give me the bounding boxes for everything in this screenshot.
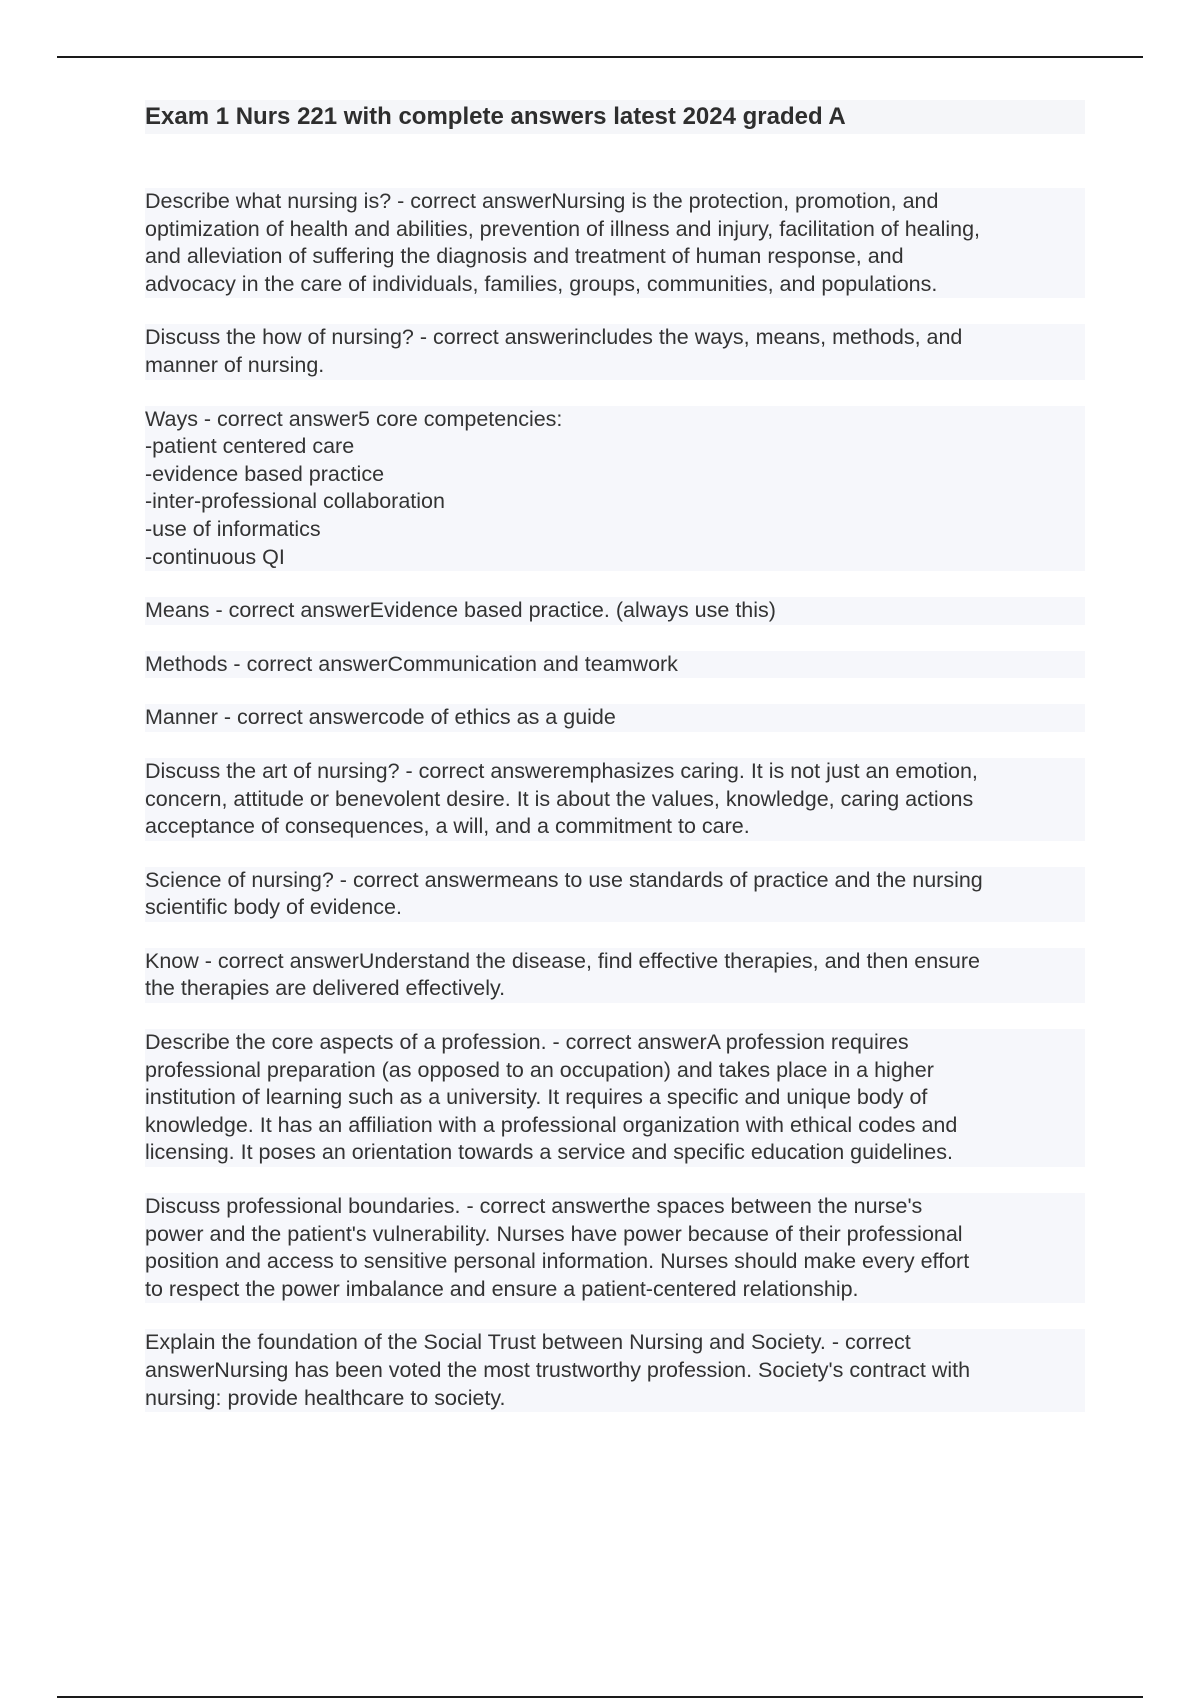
text-line: professional preparation (as opposed to an occupation) and takes place in a higher xyxy=(145,1057,934,1082)
text-line: Methods - correct answerCommunication and teamwork xyxy=(145,651,678,676)
text-line: position and access to sensitive personal information. Nurses should make every effort xyxy=(145,1249,970,1274)
qa-entry xyxy=(145,948,1085,1003)
qa-entry xyxy=(145,704,1085,732)
text-line: -continuous QI xyxy=(145,544,285,569)
text-line: concern, attitude or benevolent desire. It is about the values, knowledge, caring actions xyxy=(145,786,974,811)
text-line: institution of learning such as a university. It requires a specific and unique body of xyxy=(145,1085,928,1110)
document-title: Exam 1 Nurs 221 with complete answers latest 2024 graded A xyxy=(145,100,1085,134)
text-line: nursing: provide healthcare to society. xyxy=(145,1385,506,1410)
qa-entry xyxy=(145,867,1085,922)
text-line: advocacy in the care of individuals, families, groups, communities, and populations. xyxy=(145,271,938,296)
text-line: to respect the power imbalance and ensure a patient-centered relationship. xyxy=(145,1276,859,1301)
text-line: power and the patient's vulnerability. Nurses have power because of their professional xyxy=(145,1221,963,1246)
text-line: Explain the foundation of the Social Trust between Nursing and Society. - correct xyxy=(145,1330,911,1355)
text-line: Know - correct answerUnderstand the disease, find effective therapies, and then ensure xyxy=(145,948,981,973)
qa-entry xyxy=(145,324,1085,379)
text-line: answerNursing has been voted the most trustworthy profession. Society's contract with xyxy=(145,1358,971,1382)
qa-entry xyxy=(145,1329,1085,1412)
text-line: Means - correct answerEvidence based practice. (always use this) xyxy=(145,598,776,623)
qa-entry xyxy=(145,758,1085,841)
text-line: Manner - correct answercode of ethics as a guide xyxy=(145,705,616,730)
text-line: Discuss the art of nursing? - correct answeremphasizes caring. It is not just an emotion, xyxy=(145,758,978,783)
bottom-rule xyxy=(57,1696,1143,1698)
text-line: scientific body of evidence. xyxy=(145,895,402,920)
text-line: Discuss the how of nursing? - correct answerincludes the ways, means, methods, and xyxy=(145,325,963,350)
text-line: acceptance of consequences, a will, and a commitment to care. xyxy=(145,814,750,839)
qa-entry xyxy=(145,1029,1085,1167)
qa-entry xyxy=(145,651,1085,679)
text-line: manner of nursing. xyxy=(145,352,325,377)
text-line: the therapies are delivered effectively. xyxy=(145,976,506,1001)
text-line: optimization of health and abilities, prevention of illness and injury, facilitation of healing, xyxy=(145,216,981,241)
qa-entry xyxy=(145,597,1085,625)
text-line: Science of nursing? - correct answermeans to use standards of practice and the nursing xyxy=(145,867,983,892)
text-line: knowledge. It has an affiliation with a professional organization with ethical codes and xyxy=(145,1112,958,1137)
top-rule xyxy=(57,56,1143,58)
qa-entry xyxy=(145,406,1085,572)
text-line: -use of informatics xyxy=(145,516,321,541)
text-line: -patient centered care xyxy=(145,434,355,459)
text-line: -evidence based practice xyxy=(145,461,385,486)
text-line: Discuss professional boundaries. - correct answerthe spaces between the nurse's xyxy=(145,1194,923,1219)
text-line: and alleviation of suffering the diagnosis and treatment of human response, and xyxy=(145,244,904,269)
text-line: licensing. It poses an orientation towards a service and specific education guidelines. xyxy=(145,1140,953,1165)
qa-entry xyxy=(145,188,1085,298)
text-line: -inter-professional collaboration xyxy=(145,489,445,514)
document-body xyxy=(145,100,1085,1438)
text-line: Ways - correct answer5 core competencies: xyxy=(145,406,563,431)
text-line: Describe what nursing is? - correct answerNursing is the protection, promotion, and xyxy=(145,189,939,213)
text-line: Describe the core aspects of a profession. - correct answerA profession requires xyxy=(145,1030,909,1055)
qa-entry xyxy=(145,1193,1085,1303)
